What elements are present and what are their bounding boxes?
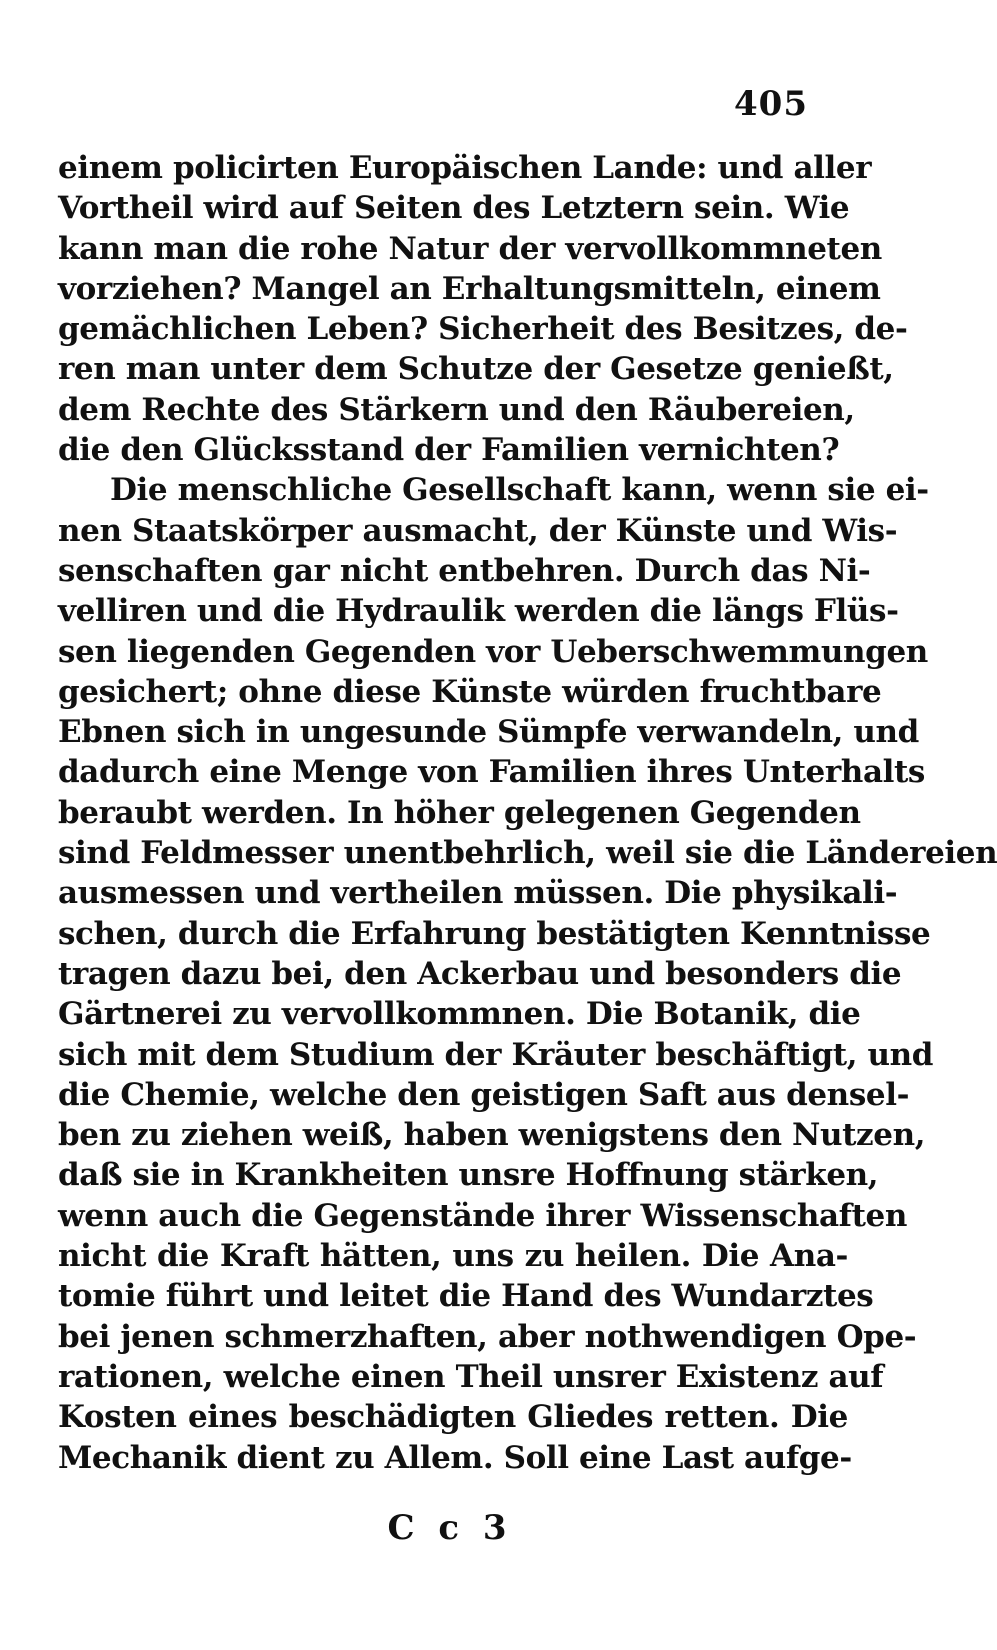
- text-line: Kosten eines beschädigten Gliedes retten. Die: [58, 1399, 848, 1436]
- text-line: tragen dazu bei, den Ackerbau und besonders die: [58, 955, 902, 992]
- text-line: ben zu ziehen weiß, haben wenigstens den Nutzen,: [58, 1117, 926, 1154]
- page-number: 405: [734, 84, 808, 124]
- text-line: nen Staatskörper ausmacht, der Künste und Wis-: [58, 512, 898, 549]
- text-line: Ebnen sich in ungesunde Sümpfe verwandeln, und: [58, 714, 919, 751]
- text-line: sich mit dem Studium der Kräuter beschäftigt, und: [58, 1036, 934, 1073]
- text-line: gemächlichen Leben? Sicherheit des Besitzes, de-: [58, 311, 908, 348]
- text-line: sen liegenden Gegenden vor Ueberschwemmungen: [58, 633, 928, 670]
- text-line: Gärtnerei zu vervollkommnen. Die Botanik, die: [58, 996, 861, 1033]
- text-line: dem Rechte des Stärkern und den Räubereien,: [58, 391, 855, 428]
- text-line: ausmessen und vertheilen müssen. Die physikali-: [58, 875, 898, 912]
- text-line: Die menschliche Gesellschaft kann, wenn sie ei-: [110, 472, 929, 509]
- text-line: dadurch eine Menge von Familien ihres Unterhalts: [58, 754, 925, 791]
- text-line: schen, durch die Erfahrung bestätigten Kenntnisse: [58, 915, 931, 952]
- signature-mark: C c 3: [387, 1508, 513, 1548]
- text-line: gesichert; ohne diese Künste würden fruchtbare: [58, 673, 882, 710]
- text-line: die Chemie, welche den geistigen Saft aus densel-: [58, 1076, 910, 1113]
- text-line: sind Feldmesser unentbehrlich, weil sie die Ländereien: [58, 835, 997, 872]
- text-line: tomie führt und leitet die Hand des Wundarztes: [58, 1278, 874, 1315]
- text-line: daß sie in Krankheiten unsre Hoffnung stärken,: [58, 1157, 879, 1194]
- text-line: vorziehen? Mangel an Erhaltungsmitteln, einem: [58, 270, 881, 307]
- text-line: senschaften gar nicht entbehren. Durch das Ni-: [58, 552, 871, 589]
- text-line: rationen, welche einen Theil unsrer Existenz auf: [58, 1358, 884, 1395]
- text-line: wenn auch die Gegenstände ihrer Wissenschaften: [58, 1197, 907, 1234]
- body-text: [58, 148, 997, 1478]
- text-line: einem policirten Europäischen Lande: und aller: [58, 150, 872, 186]
- text-line: velliren und die Hydraulik werden die längs Flüs-: [58, 593, 899, 630]
- text-line: nicht die Kraft hätten, uns zu heilen. Die Ana-: [58, 1238, 848, 1275]
- text-line: bei jenen schmerzhaften, aber nothwendigen Ope-: [58, 1318, 917, 1355]
- text-line: Vortheil wird auf Seiten des Letztern sein. Wie: [58, 190, 850, 227]
- text-line: ren man unter dem Schutze der Gesetze genießt,: [58, 351, 894, 388]
- text-line: beraubt werden. In höher gelegenen Gegenden: [58, 794, 861, 831]
- text-line: kann man die rohe Natur der vervollkommneten: [58, 230, 882, 267]
- text-line: die den Glücksstand der Familien vernichten?: [58, 432, 840, 469]
- text-line: Mechanik dient zu Allem. Soll eine Last aufge-: [58, 1439, 852, 1476]
